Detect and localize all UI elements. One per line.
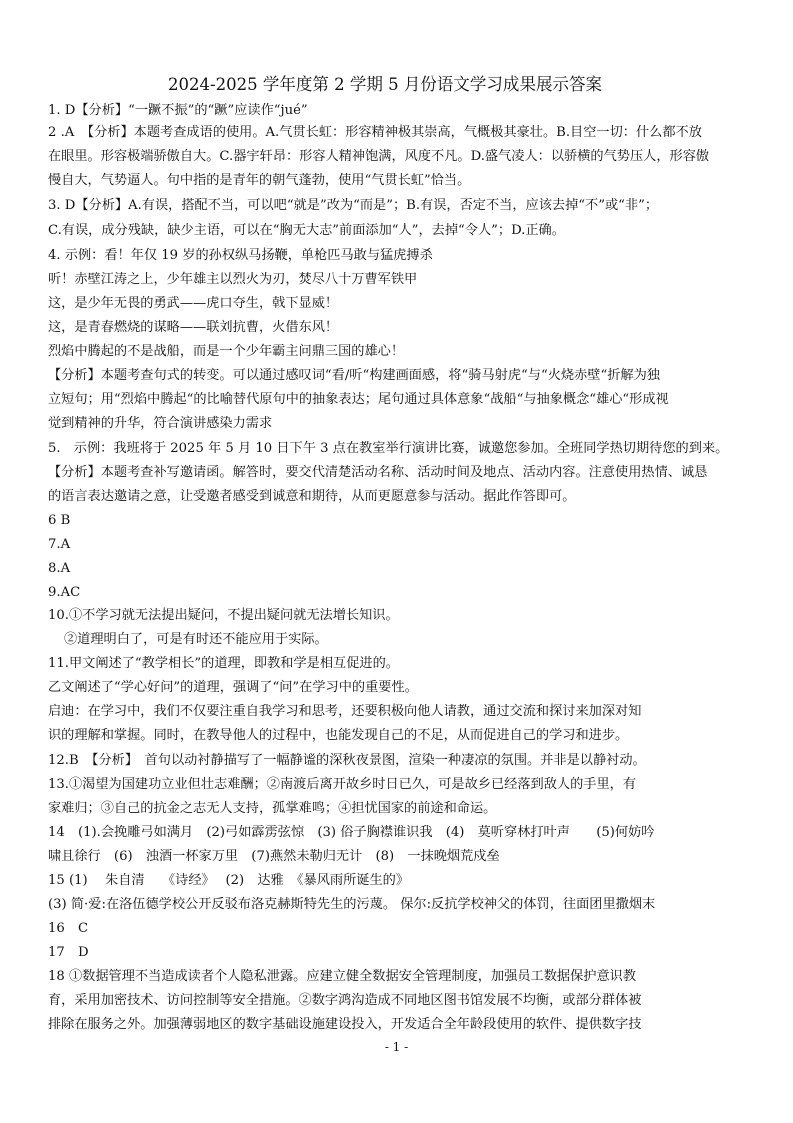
answer-line: 3. D【分析】A.有误，搭配不当，可以吧“就是”改为“而是”；B.有误，否定不当，应该去掉“不”或“非”； (48, 198, 659, 213)
answer-line: 听！赤壁江涛之上，少年雄主以烈火为刃，焚尽八十万曹军铁甲 (48, 272, 418, 287)
answer-line: 7.A (48, 537, 71, 552)
answer-line: 这，是少年无畏的勇武——虎口夺生，戟下显威！ (48, 296, 339, 311)
answer-line: 的语言表达邀请之意，让受邀者感受到诚意和期待，从而更愿意参与活动。据此作答即可。 (48, 489, 576, 504)
answer-line: 家难归；③自己的抗金之志无人支持，孤掌难鸣；④担忧国家的前途和命运。 (48, 801, 497, 816)
answer-line: C.有误，成分残缺，缺少主语，可以在“胸无大志”前面添加“人”，去掉“令人”；D.正确。 (48, 223, 565, 238)
page-number: - 1 - (384, 1040, 409, 1054)
answer-line: 立短句；用“烈焰中腾起“的比喻替代原句中的抽象表达；尾句通过具体意象“战船“与抽象概念“雄心“形成视 (48, 392, 669, 407)
answer-line: 9.AC (48, 585, 81, 600)
answer-line: 识的理解和掌握。同时，在教导他人的过程中，也能发现自己的不足，从而促进自己的学习和进步。 (48, 728, 629, 743)
answer-line: 4. 示例：看！年仅 19 岁的孙权纵马扬鞭，单枪匹马敢与猛虎搏杀 (48, 248, 433, 263)
document-title: 2024-2025 学年度第 2 学期 5 月份语文学习成果展示答案 (168, 75, 602, 95)
answer-line: 慢自大，气势逼人。句中指的是青年的朝气蓬勃，使用“气贯长虹”恰当。 (48, 173, 471, 188)
answer-line: 育，采用加密技术、访问控制等安全措施。②数字鸿沟造成不同地区图书馆发展不均衡，或部分群体被 (48, 993, 642, 1008)
answer-line: 13.①渴望为国建功立业但壮志难酬；②南渡后离开故乡时日已久，可是故乡已经落到敌人的手里，有 (48, 777, 637, 792)
answer-line: 1. D【分析】“一蹶不振”的“蹶”应读作“jué” (48, 103, 308, 118)
answer-line: 12.B 【分析】 首句以动衬静描写了一幅静谧的深秋夜景图，渲染一种凄凉的氛围。并非是以静衬动。 (48, 753, 646, 768)
answer-line: 烈焰中腾起的不是战船，而是一个少年霸主问鼎三国的雄心！ (48, 344, 405, 359)
answer-line: 5. 示例：我班将于 2025 年 5 月 10 日下午 3 点在教室举行演讲比赛，诚邀您参加。全班同学热切期待您的到来。 (48, 441, 729, 456)
answer-line: 在眼里。形容极端骄傲自大。C.器宇轩昂：形容人精神饱满，风度不凡。D.盛气凌人：以骄横的气势压人，形容傲 (48, 149, 710, 164)
answer-line: 16 C (48, 921, 89, 936)
answer-line: ②道理明白了，可是有时还不能应用于实际。 (64, 632, 328, 647)
answer-line: 启迪：在学习中，我们不仅要注重自我学习和思考，还要积极向他人请教，通过交流和探讨来加深对知 (48, 704, 642, 719)
answer-line: (3) 简·爱:在洛伍德学校公开反驳布洛克赫斯特先生的污蔑。 保尔:反抗学校神父的体罚，往面团里撒烟末 (48, 897, 656, 912)
answer-line: 【分析】本题考查句式的转变。可以通过感叹词“看/听“构建画面感，将“骑马射虎“与“火烧赤壁“折解为独 (48, 368, 660, 383)
answer-line: 11.甲文阐述了“教学相长”的道理，即教和学是相互促进的。 (48, 656, 399, 671)
answer-line: 14 (1).会挽雕弓如满月 (2)弓如霹雳弦惊 (3) 俗子胸襟谁识我 (4) 莫听穿林打叶声 (5)何妨吟 (48, 825, 655, 840)
answer-line: 乙文阐述了“学心好问”的道理，强调了“问”在学习中的重要性。 (48, 680, 418, 695)
answer-line: 排除在服务之外。加强薄弱地区的数字基础设施建设投入，开发适合全年龄段使用的软件、提供数字技 (48, 1017, 642, 1032)
answer-line: 觉到精神的升华，符合演讲感染力需求 (48, 416, 273, 431)
answer-line: 15 (1) 朱自清 《诗经》 (2) 达雅 《暴风雨所诞生的》 (48, 873, 410, 888)
answer-line: 17 D (48, 945, 89, 960)
answer-line: 2 .A 【分析】本题考查成语的使用。A.气贯长虹：形容精神极其崇高，气概极其豪壮。B.目空一切：什么都不放 (48, 125, 702, 140)
answer-line: 6 B (48, 513, 71, 528)
answer-line: 这，是青春燃烧的谋略——联刘抗曹，火借东风！ (48, 320, 339, 335)
answer-line: 啸且徐行 (6) 浊酒一杯家万里 (7)燕然未勒归无计 (8) 一抹晚烟荒戍垒 (48, 849, 500, 864)
answer-line: 10.①不学习就无法提出疑问，不提出疑问就无法增长知识。 (48, 608, 399, 623)
answer-line: 18 ①数据管理不当造成读者个人隐私泄露。应建立健全数据安全管理制度，加强员工数据保护意识教 (48, 969, 637, 984)
answer-line: 【分析】本题考查补写邀请函。解答时，要交代清楚活动名称、活动时间及地点、活动内容。注意使用热情、诚恳 (48, 465, 708, 480)
answer-line: 8.A (48, 561, 71, 576)
